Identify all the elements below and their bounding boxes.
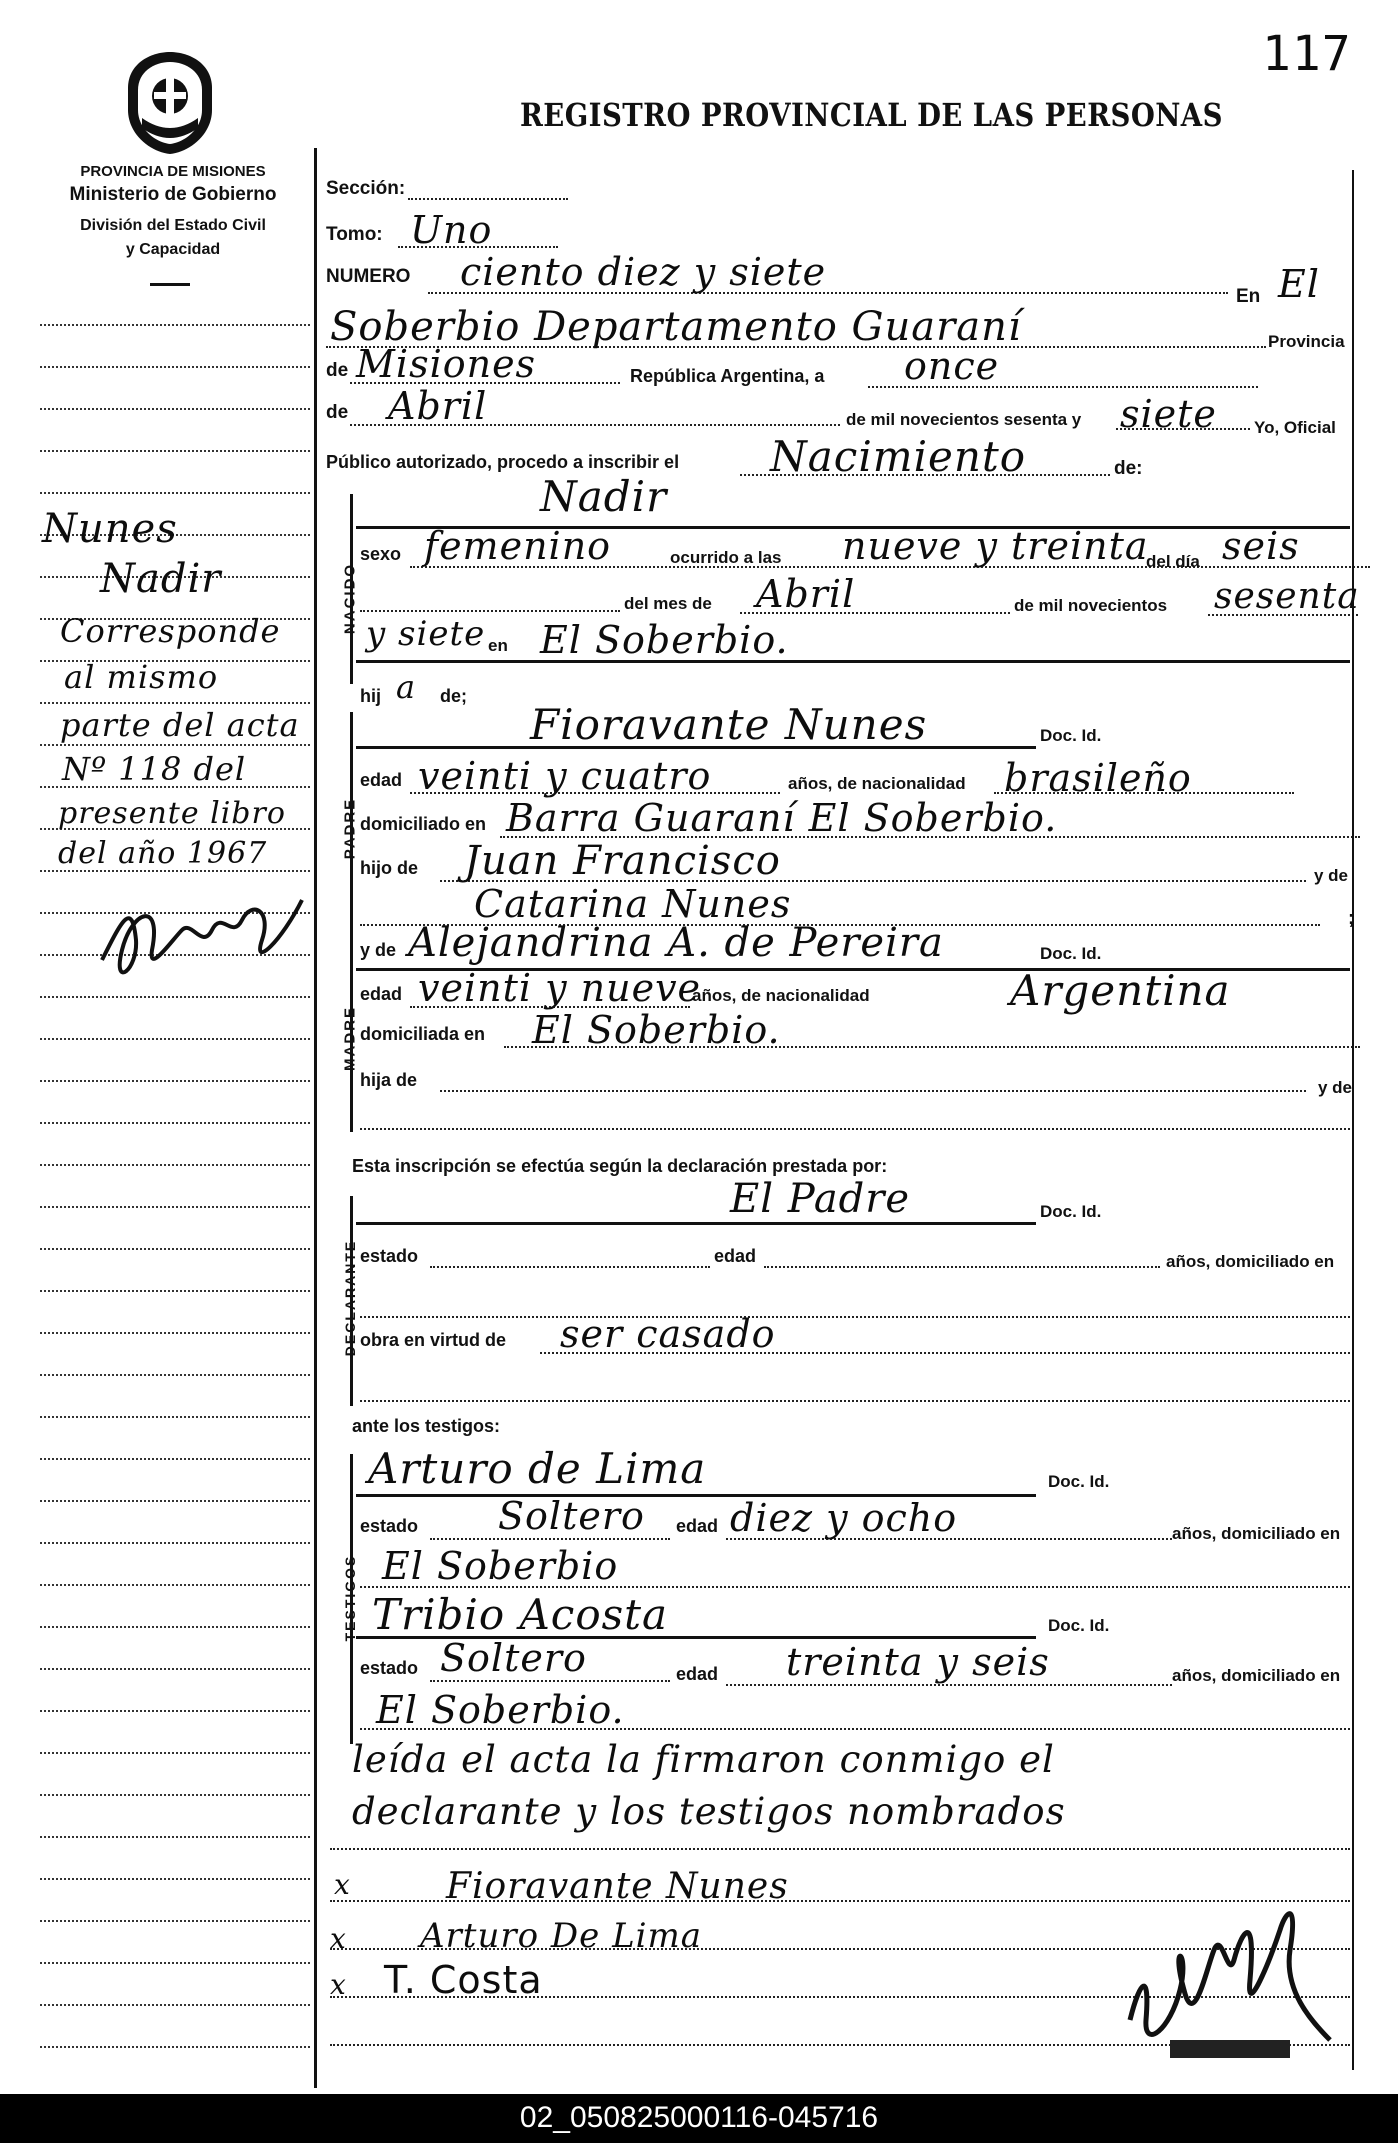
declarante-name-line xyxy=(356,1222,1036,1225)
padre-nacionalidad-value: brasileño xyxy=(1004,756,1192,800)
testigo-2-name-value: Tribio Acosta xyxy=(372,1590,669,1639)
madre-nacionalidad-value: Argentina xyxy=(1010,966,1231,1015)
page-number: 117 xyxy=(1262,26,1352,82)
declarante-edad-label: edad xyxy=(714,1246,757,1266)
padre-domicilio-value: Barra Guaraní El Soberbio. xyxy=(506,796,1058,840)
margin-ruled-line xyxy=(40,450,310,452)
margin-ruled-line xyxy=(40,1332,310,1334)
place-born-line xyxy=(356,660,1350,663)
mes-label: del mes de xyxy=(624,594,712,613)
padre-nacionalidad-label: años, de nacionalidad xyxy=(788,774,966,793)
padre-domicilio-label: domiciliado en xyxy=(360,814,487,834)
act-value: Nacimiento xyxy=(770,432,1027,481)
testigos-section-label: TESTIGOS xyxy=(342,1554,358,1642)
declarante-section-label: DECLARANTE xyxy=(342,1239,358,1357)
coat-of-arms-icon xyxy=(120,48,220,158)
declarante-anos-label: años, domiciliado en xyxy=(1166,1252,1335,1271)
day-born-value: seis xyxy=(1222,524,1300,568)
mil-born-label: de mil novecientos xyxy=(1014,596,1168,615)
margin-ruled-line xyxy=(40,1710,310,1712)
province-name: PROVINCIA DE MISIONES xyxy=(80,163,266,180)
place-value: Soberbio Departamento Guaraní xyxy=(330,304,1022,350)
margin-ruled-line xyxy=(40,1122,310,1124)
madre-doc-label: Doc. Id. xyxy=(1040,944,1102,963)
margin-ruled-line xyxy=(40,1752,310,1754)
testigo-1-anos-label: años, domiciliado en xyxy=(1172,1524,1341,1543)
margin-note-line-7: presente libro xyxy=(58,796,286,831)
month-born-value: Abril xyxy=(756,572,856,616)
seccion-line xyxy=(408,198,568,200)
testigo-1-estado-line xyxy=(430,1538,670,1540)
margin-ruled-line xyxy=(40,1080,310,1082)
testigo-2-edad-line xyxy=(726,1684,1172,1686)
madre-hija-label: hija de xyxy=(360,1070,418,1090)
margin-note-line-2: Nadir xyxy=(100,556,222,602)
hij-value: a xyxy=(396,668,417,706)
padre-y-de-label: y de xyxy=(1314,866,1349,885)
margin-ruled-line xyxy=(40,1458,310,1460)
signature-1: Fioravante Nunes xyxy=(446,1866,789,1907)
margin-note-line-8: del año 1967 xyxy=(58,836,268,871)
header-divider xyxy=(150,283,190,286)
numero-label: NUMERO xyxy=(326,266,411,287)
division-line-2: y Capacidad xyxy=(125,241,221,258)
margin-ruled-line xyxy=(40,1248,310,1250)
testigos-intro: ante los testigos: xyxy=(352,1416,501,1436)
place-en-label: en xyxy=(488,636,508,655)
padre-hijo-label: hijo de xyxy=(360,858,418,878)
padre-name-value: Fioravante Nunes xyxy=(530,700,928,749)
margin-ruled-line xyxy=(40,2004,310,2006)
signature-marker-3: x xyxy=(330,1968,347,2001)
margin-ruled-line xyxy=(40,1962,310,1964)
testigo-2-estado-label: estado xyxy=(360,1658,419,1678)
declarante-extra-line xyxy=(360,1400,1350,1402)
provincia-label: Provincia xyxy=(1268,332,1345,351)
madre-hija-line xyxy=(440,1090,1306,1092)
year-born-value-2: y siete xyxy=(366,614,486,654)
nacido-name-value: Nadir xyxy=(540,472,668,521)
madre-name-value: Alejandrina A. de Pereira xyxy=(408,920,944,966)
margin-note-line-4: al mismo xyxy=(64,658,219,696)
year-born-value: sesenta xyxy=(1214,576,1360,617)
madre-domicilio-label: domiciliada en xyxy=(360,1024,486,1044)
day-value: once xyxy=(904,344,1000,388)
province-value: Misiones xyxy=(356,342,537,386)
testigo-1-name-value: Arturo de Lima xyxy=(368,1444,707,1493)
declarante-estado-line xyxy=(430,1266,710,1268)
en-label: En xyxy=(1236,286,1261,307)
en-value: El xyxy=(1278,262,1320,306)
margin-ruled-line xyxy=(40,1542,310,1544)
padre-doc-label: Doc. Id. xyxy=(1040,726,1102,745)
margin-ruled-line xyxy=(40,1206,310,1208)
padre-edad-value: veinti y cuatro xyxy=(418,754,712,798)
margin-note-line-3: Corresponde xyxy=(60,612,281,650)
tomo-value: Uno xyxy=(410,208,493,252)
margin-ruled-line xyxy=(40,1794,310,1796)
nacido-section-label: NACIDO xyxy=(341,562,359,635)
closing-line-1: leída el acta la firmaron conmigo el xyxy=(352,1738,1055,1781)
signature-marker-1: x xyxy=(334,1868,351,1901)
testigo-2-edad-value: treinta y seis xyxy=(786,1640,1050,1684)
sexo-label: sexo xyxy=(360,544,402,564)
margin-ruled-line xyxy=(40,2046,310,2048)
margin-ruled-line xyxy=(40,366,310,368)
madre-section-label: MADRE xyxy=(341,1006,359,1071)
year-value: siete xyxy=(1120,392,1217,436)
yo-oficial-label: Yo, Oficial xyxy=(1254,418,1336,437)
testigo-1-doc-label: Doc. Id. xyxy=(1048,1472,1110,1491)
margin-ruled-line xyxy=(40,1500,310,1502)
closing-line-2: declarante y los testigos nombrados xyxy=(352,1790,1066,1833)
testigo-1-estado-value: Soltero xyxy=(498,1494,645,1538)
testigo-2-edad-label: edad xyxy=(676,1664,719,1684)
month-de-label: de xyxy=(326,402,349,423)
testigo-1-edad-value: diez y ocho xyxy=(730,1496,958,1540)
signature-3: T. Costa xyxy=(384,1958,543,2002)
margin-ruled-line xyxy=(40,1038,310,1040)
margin-note-line-6: Nº 118 del xyxy=(62,750,247,788)
margin-ruled-line xyxy=(40,492,310,494)
testigo-1-domicilio-value: El Soberbio xyxy=(382,1544,619,1588)
declarante-name-value: El Padre xyxy=(730,1176,911,1222)
registry-title: REGISTRO PROVINCIAL DE LAS PERSONAS xyxy=(520,96,1223,134)
margin-ruled-line xyxy=(40,1584,310,1586)
testigo-1-edad-label: edad xyxy=(676,1516,719,1536)
margin-ruled-line xyxy=(40,1920,310,1922)
madre-y-de-end-label: y de xyxy=(1318,1078,1353,1097)
madre-domicilio-value: El Soberbio. xyxy=(532,1008,781,1052)
margin-note-line-5: parte del acta xyxy=(60,706,300,744)
declarante-obra-label: obra en virtud de xyxy=(360,1330,507,1350)
testigo-2-anos-label: años, domiciliado en xyxy=(1172,1666,1341,1685)
margin-signature xyxy=(92,880,312,1000)
madre-extra-line xyxy=(360,1128,1350,1130)
margin-ruled-line xyxy=(40,702,310,704)
testigo-2-doc-label: Doc. Id. xyxy=(1048,1616,1110,1635)
madre-edad-value: veinti y nueve xyxy=(418,966,702,1010)
testigo-1-estado-label: estado xyxy=(360,1516,419,1536)
ministry-name: Ministerio de Gobierno xyxy=(69,184,277,205)
division-line-1: División del Estado Civil xyxy=(80,217,266,234)
hij-label: hij xyxy=(360,686,381,706)
de-colon-label: de: xyxy=(1114,458,1143,479)
mil-label: de mil novecientos sesenta y xyxy=(846,410,1082,429)
padre-semicolon: ; xyxy=(1348,908,1355,929)
signature-marker-2: x xyxy=(330,1922,347,1955)
declarante-edad-line xyxy=(764,1266,1160,1268)
margin-ruled-line xyxy=(40,408,310,410)
del-dia-label: del día xyxy=(1146,552,1200,571)
margin-note-line-1: Nunes xyxy=(42,506,178,552)
madre-edad-label: edad xyxy=(360,984,403,1004)
hour-value: nueve y treinta xyxy=(842,524,1149,568)
madre-nacionalidad-label: años, de nacionalidad xyxy=(692,986,870,1005)
place-born-value: El Soberbio. xyxy=(540,618,789,662)
declarante-estado-label: estado xyxy=(360,1246,419,1266)
ocurrido-label: ocurrido a las xyxy=(670,548,782,567)
margin-ruled-line xyxy=(40,1668,310,1670)
margin-ruled-line xyxy=(40,1290,310,1292)
seccion-label: Sección: xyxy=(326,178,406,199)
margin-ruled-line xyxy=(40,1878,310,1880)
republica-label: República Argentina, a xyxy=(630,366,825,386)
hij-de-label: de; xyxy=(440,686,467,706)
testigo-2-estado-value: Soltero xyxy=(440,1636,587,1680)
numero-value: ciento diez y siete xyxy=(460,250,827,294)
province-de-label: de xyxy=(326,360,349,381)
testigo-2-estado-line xyxy=(430,1680,670,1682)
declarante-doc-label: Doc. Id. xyxy=(1040,1202,1102,1221)
footer-image-id: 02_050825000116-045716 xyxy=(519,2101,879,2134)
declarante-intro: Esta inscripción se efectúa según la declaración prestada por: xyxy=(352,1156,888,1176)
padre-section-label: PADRE xyxy=(341,797,359,860)
padre-name-line xyxy=(356,746,1036,749)
declarante-obra-value: ser casado xyxy=(560,1312,776,1356)
declarante-domicilio-line xyxy=(360,1316,1350,1318)
margin-ruled-line xyxy=(40,1836,310,1838)
margin-ruled-line xyxy=(40,744,310,746)
page-right-edge xyxy=(1352,170,1354,2070)
margin-ruled-line xyxy=(40,1164,310,1166)
official-signature xyxy=(1110,1870,1340,2070)
signature-2: Arturo De Lima xyxy=(420,1916,703,1956)
publico-label: Público autorizado, procedo a inscribir el xyxy=(326,452,680,472)
padre-mother-value: Catarina Nunes xyxy=(474,882,792,926)
ruled-line-1 xyxy=(330,1848,1350,1850)
tomo-label: Tomo: xyxy=(326,224,383,245)
madre-y-de-label: y de xyxy=(360,940,397,960)
margin-vertical-rule xyxy=(314,148,317,2088)
margin-ruled-line xyxy=(40,1416,310,1418)
testigo-2-domicilio-value: El Soberbio. xyxy=(376,1688,625,1732)
mes-leading-line xyxy=(360,610,620,612)
month-value: Abril xyxy=(388,384,488,428)
padre-father-value: Juan Francisco xyxy=(464,838,781,884)
margin-ruled-line xyxy=(40,1374,310,1376)
margin-ruled-line xyxy=(40,1626,310,1628)
padre-edad-label: edad xyxy=(360,770,403,790)
sexo-value: femenino xyxy=(424,524,612,568)
margin-ruled-line xyxy=(40,324,310,326)
